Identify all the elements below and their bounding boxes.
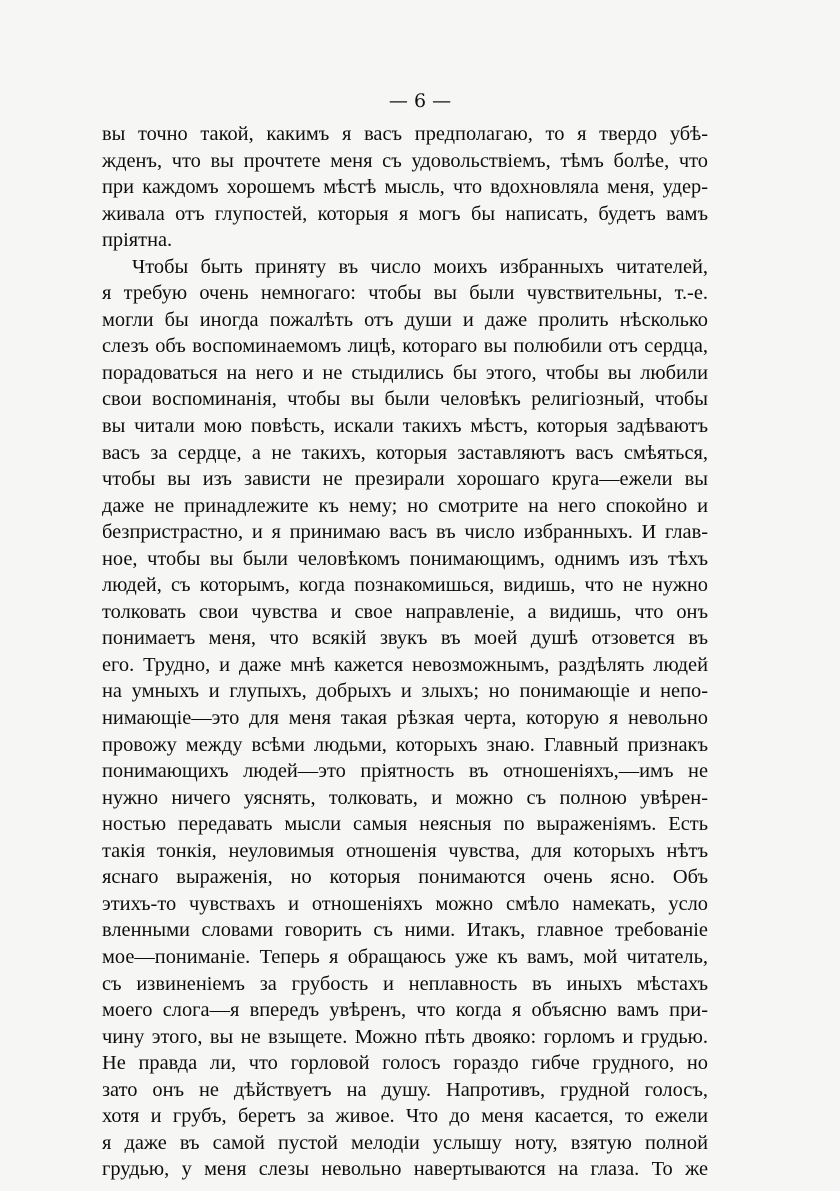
- text-line: вы читали мою повѣсть, искали такихъ мѣстъ, которыя задѣваютъ: [102, 415, 708, 438]
- text-line: моего слога—я впередъ увѣренъ, что когда я объясню вамъ при-: [102, 999, 708, 1022]
- text-line: этихъ-то чувствахъ и отношеніяхъ можно смѣло намекать, усло: [102, 892, 708, 915]
- text-line: понимающихъ людей—это пріятность въ отношеніяхъ,—имъ не: [102, 760, 708, 783]
- text-line: вы точно такой, какимъ я васъ предполагаю, то я твердо убѣ-: [102, 123, 708, 145]
- text-line: толковать свои чувства и свое направленіе, а видишь, что онъ: [102, 600, 708, 623]
- text-line: при каждомъ хорошемъ мѣстѣ мысль, что вдохновляла меня, удер-: [102, 176, 708, 199]
- body-text: [102, 121, 708, 1183]
- text-line: ное, чтобы вы были человѣкомъ понимающимъ, однимъ изъ тѣхъ: [102, 547, 708, 570]
- text-line: хотя и грубъ, беретъ за живое. Что до меня касается, то ежели: [102, 1105, 708, 1128]
- text-line: свои воспоминанія, чтобы вы были человѣкъ религіозный, чтобы: [102, 388, 708, 411]
- text-line: нимающіе—это для меня такая рѣзкая черта, которую я невольно: [102, 707, 708, 730]
- text-line: его. Трудно, и даже мнѣ кажется невозможнымъ, раздѣлять людей: [102, 653, 708, 676]
- text-line: Не правда ли, что горловой голосъ гораздо гибче грудного, но: [102, 1052, 708, 1075]
- text-line: съ извиненіемъ за грубость и неплавность въ иныхъ мѣстахъ: [102, 972, 708, 995]
- text-line: зато онъ не дѣйствуетъ на душу. Напротивъ, грудной голосъ,: [102, 1078, 708, 1101]
- text-line: нужно ничего уяснять, толковать, и можно съ полною увѣрен-: [102, 786, 708, 809]
- text-line: понимаетъ меня, что всякій звукъ въ моей душѣ отзовется въ: [102, 627, 708, 650]
- text-line: порадоваться на него и не стыдились бы этого, чтобы вы любили: [102, 361, 708, 384]
- text-line: людей, съ которымъ, когда познакомишься, видишь, что не нужно: [102, 574, 708, 597]
- text-line: ностью передавать мысли самыя неясныя по выраженіямъ. Есть: [102, 813, 708, 836]
- text-line: чтобы вы изъ зависти не презирали хорошаго круга—ежели вы: [102, 468, 708, 491]
- text-line: васъ за сердце, а не такихъ, которыя заставляютъ васъ смѣяться,: [102, 441, 708, 464]
- text-line: слезъ объ воспоминаемомъ лицѣ, котораго вы полюбили отъ сердца,: [102, 335, 708, 358]
- text-line: безпристрастно, и я принимаю васъ въ число избранныхъ. И глав-: [102, 521, 708, 544]
- text-line: вленными словами говорить съ ними. Итакъ, главное требованіе: [102, 919, 708, 942]
- text-line: провожу между всѣми людьми, которыхъ знаю. Главный признакъ: [102, 733, 708, 756]
- text-line: чину этого, вы не взыщете. Можно пѣть двояко: горломъ и грудью.: [102, 1025, 708, 1048]
- text-line: жденъ, что вы прочтете меня съ удовольствіемъ, тѣмъ болѣе, что: [102, 149, 708, 172]
- text-line: мое—пониманіе. Теперь я обращаюсь уже къ вамъ, мой читатель,: [102, 945, 708, 968]
- text-line: даже не принадлежите къ нему; но смотрите на него спокойно и: [102, 494, 708, 517]
- text-line: могли бы иногда пожалѣть отъ души и даже пролить нѣсколько: [102, 308, 708, 331]
- text-line: я даже въ самой пустой мелодіи услышу ноту, взятую полной: [102, 1131, 708, 1154]
- text-line: живала отъ глупостей, которыя я могъ бы написать, будетъ вамъ: [102, 202, 708, 225]
- text-line: пріятна.: [102, 229, 173, 252]
- text-line: на умныхъ и глупыхъ, добрыхъ и злыхъ; но понимающіе и непо-: [102, 680, 708, 703]
- text-line: такія тонкія, неуловимыя отношенія чувства, для которыхъ нѣтъ: [102, 839, 708, 862]
- page-number: — 6 —: [388, 90, 452, 112]
- text-line: яснаго выраженія, но которыя понимаются очень ясно. Объ: [102, 866, 708, 889]
- text-line: я требую очень немногаго: чтобы вы были чувствительны, т.-е.: [102, 282, 708, 305]
- text-line: Чтобы быть приняту въ число моихъ избранныхъ читателей,: [132, 255, 708, 278]
- text-line: грудью, у меня слезы невольно навертываются на глаза. То же: [102, 1158, 708, 1181]
